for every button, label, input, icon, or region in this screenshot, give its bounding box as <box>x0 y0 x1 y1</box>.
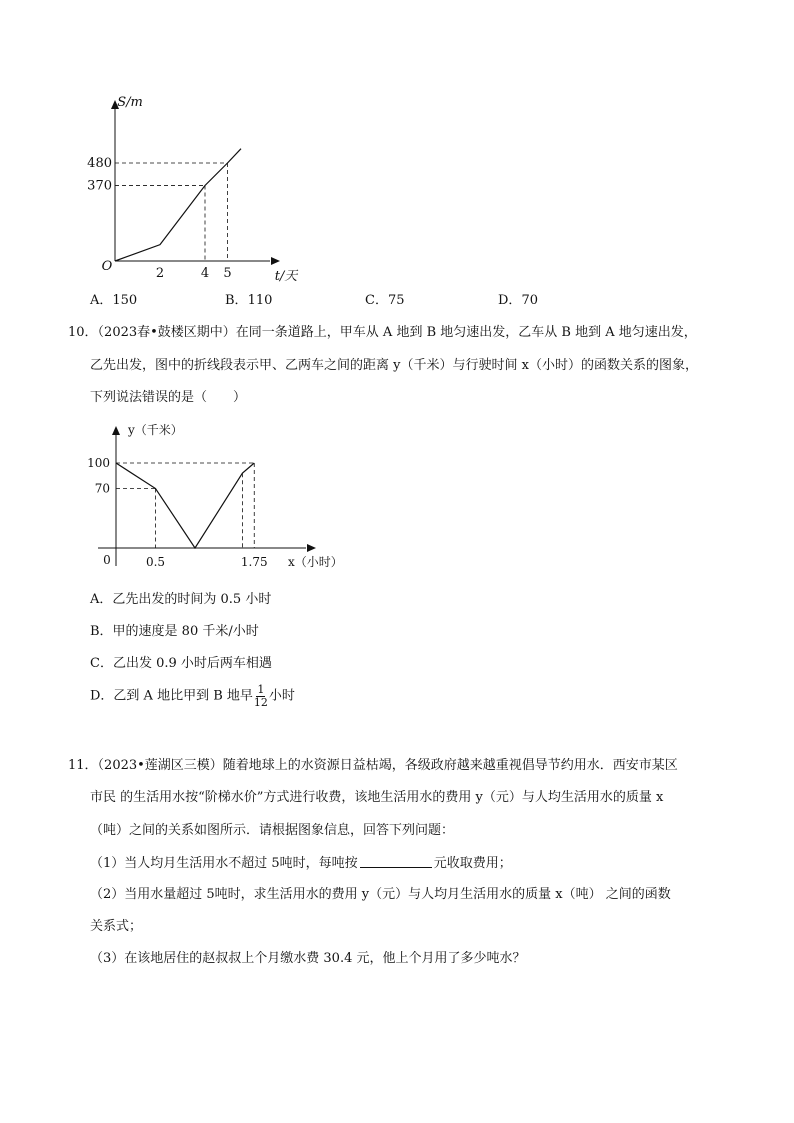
y-axis-label: S/m <box>117 95 143 110</box>
q11-stem-line-1: 11．（2023•莲湖区三模）随着地球上的水资源日益枯竭，各级政府越来越重视倡导节约用水．西安市某区 <box>68 758 678 773</box>
q10-option-d[interactable]: D．乙到 A 地比甲到 B 地早 $\frac{1}{12}$ 小时 <box>90 683 295 709</box>
answer-blank[interactable] <box>360 855 432 868</box>
x-axis-arrow <box>271 257 280 265</box>
y-tick-label-70: 70 <box>94 481 110 496</box>
q10-option-a[interactable]: A．乙先出发的时间为 0.5 小时 <box>90 592 272 607</box>
q11-sub-1: （1）当人均月生活用水不超过 5吨时，每吨按 元收取费用； <box>90 856 512 871</box>
y-axis-label: y（千米） <box>128 423 183 437</box>
q11-stem-line-3: （吨）之间的关系如图所示．请根据图象信息，回答下列问题： <box>90 823 455 838</box>
origin-label: O <box>101 259 113 274</box>
y-axis-arrow <box>112 426 120 435</box>
y-tick-label-100: 100 <box>87 456 110 470</box>
series-line <box>116 463 254 548</box>
origin-label: 0 <box>103 553 111 567</box>
chart-distance-time <box>87 90 300 290</box>
q11-sub-2-line-2: 关系式； <box>90 919 143 934</box>
q9-option-b[interactable]: B．110 <box>225 293 273 308</box>
chart-distance-between-cars <box>88 418 368 578</box>
q11-sub-3: （3）在该地居住的赵叔叔上个月缴水费 30.4 元，他上个月用了多少吨水？ <box>90 951 526 966</box>
q9-options <box>90 293 690 311</box>
y-tick-label-370: 370 <box>87 178 112 194</box>
x-tick-label-1.75: 1.75 <box>240 555 268 569</box>
fraction-1-12: $\frac{1}{12}$ <box>253 683 268 709</box>
q11-stem-line-2: 市民 的生活用水按“阶梯水价”方式进行收费，该地生活用水的费用 y（元）与人均生活用水的质量 x <box>90 790 664 805</box>
x-axis-label: t/天 <box>274 269 298 284</box>
x-axis-arrow <box>307 544 316 552</box>
x-tick-label-2: 2 <box>155 266 165 281</box>
q10-stem-line-2: 乙先出发，图中的折线段表示甲、乙两车之间的距离 y（千米）与行驶时间 x（小时）的函数关系的图象， <box>90 358 698 373</box>
x-axis-label: x（小时） <box>288 555 343 569</box>
x-tick-label-5: 5 <box>223 266 232 281</box>
q10-option-b[interactable]: B．甲的速度是 80 千米/小时 <box>90 624 259 639</box>
y-tick-label-480: 480 <box>87 156 112 171</box>
q9-option-a[interactable]: A．150 <box>90 293 138 308</box>
q11-sub-2-line-1: （2）当用水量超过 5吨时，求生活用水的费用 y（元）与人均月生活用水的质量 x（吨） 之间的函数 <box>90 887 671 902</box>
series-line <box>115 149 241 261</box>
q9-option-c[interactable]: C．75 <box>365 293 405 308</box>
q10-option-c[interactable]: C．乙出发 0.9 小时后两车相遇 <box>90 656 272 671</box>
x-tick-label-4: 4 <box>200 266 210 281</box>
q9-option-d[interactable]: D．70 <box>498 293 538 308</box>
x-tick-label-0.5: 0.5 <box>145 555 166 569</box>
q10-stem-line-1: 10．（2023春•鼓楼区期中）在同一条道路上，甲车从 A 地到 B 地匀速出发，乙车从 B 地到 A 地匀速出发， <box>68 325 697 340</box>
q10-stem-line-3: 下列说法错误的是（ ） <box>90 390 247 405</box>
